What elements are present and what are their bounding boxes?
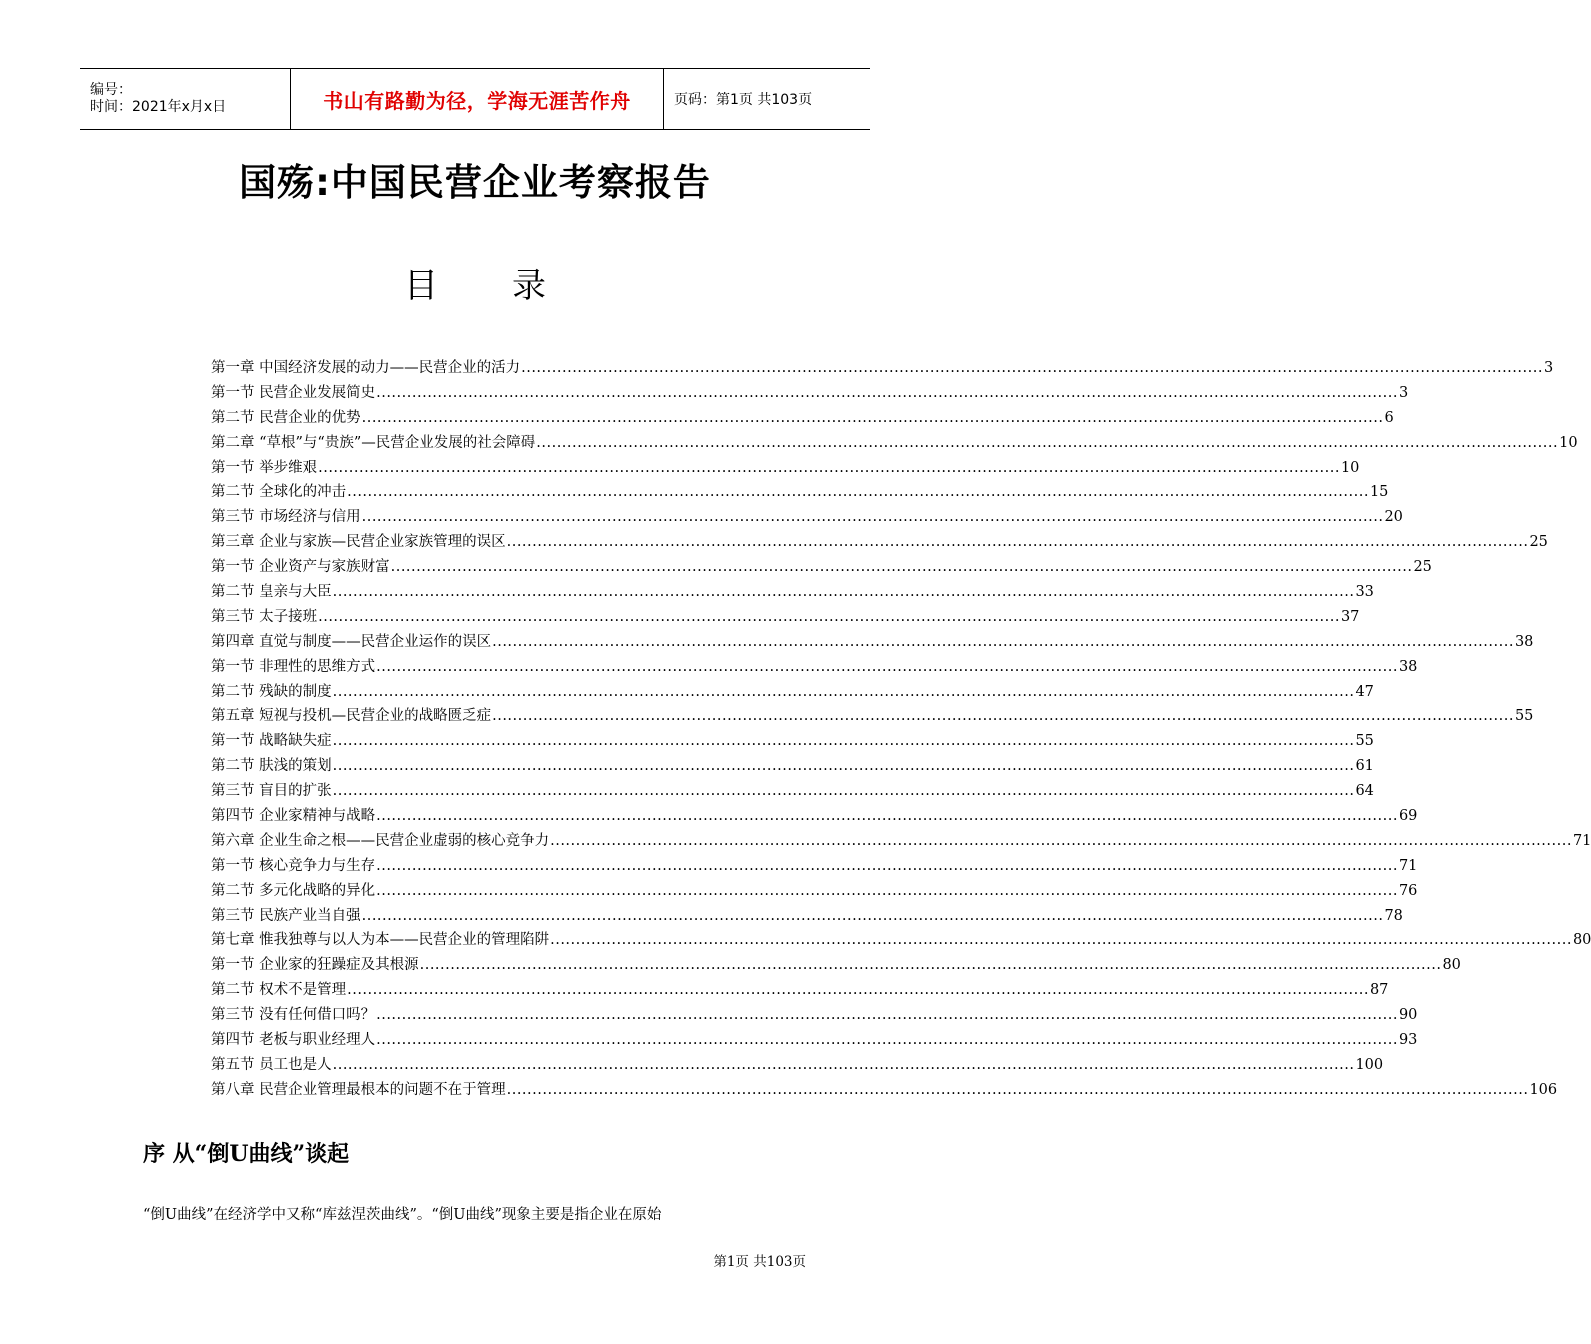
toc-entry[interactable] (211, 580, 1374, 605)
toc-leader-dots: ........................................................................................................................................................................................................ (492, 633, 1514, 650)
toc-entry-page: 33 (1355, 584, 1374, 601)
toc-entry-label: 第三节 盲目的扩张 (211, 783, 332, 800)
toc-entry-page: 78 (1384, 907, 1403, 924)
toc-entry-label: 第三节 太子接班 (211, 608, 318, 625)
toc-entry[interactable] (211, 704, 1534, 729)
toc-entry-label: 第一节 核心竞争力与生存 (211, 857, 376, 874)
toc-entry[interactable] (211, 431, 1578, 456)
toc-entry[interactable] (211, 829, 1591, 854)
toc-entry-page: 38 (1398, 658, 1418, 675)
toc-leader-dots: ........................................................................................................................................................................................................ (332, 1056, 1355, 1073)
toc-leader-dots: ........................................................................................................................................................................................................ (550, 832, 1572, 849)
toc-leader-dots: ........................................................................................................................................................................................................ (332, 584, 1355, 601)
toc-entry-page: 20 (1384, 509, 1403, 526)
toc-leader-dots: ........................................................................................................................................................................................................ (347, 982, 1369, 999)
toc-entry[interactable] (211, 456, 1360, 481)
toc-entry-label: 第一节 举步维艰 (211, 459, 318, 476)
toc-entry[interactable] (211, 904, 1403, 929)
toc-leader-dots: ........................................................................................................................................................................................................ (376, 882, 1398, 899)
toc-entry-page: 71 (1572, 832, 1591, 849)
toc-entry[interactable] (211, 505, 1403, 530)
table-of-contents (211, 356, 1591, 1103)
toc-entry[interactable] (211, 1053, 1384, 1078)
toc-entry-page: 25 (1413, 559, 1432, 576)
toc-entry[interactable] (211, 381, 1409, 406)
toc-leader-dots: ........................................................................................................................................................................................................ (506, 534, 1529, 551)
toc-leader-dots: ........................................................................................................................................................................................................ (332, 733, 1355, 750)
toc-entry-page: 47 (1355, 683, 1374, 700)
page-label: 页码：第1页 共103页 (674, 92, 813, 108)
toc-leader-dots: ........................................................................................................................................................................................................ (376, 808, 1398, 825)
page-header (80, 68, 870, 130)
toc-entry-page: 38 (1514, 633, 1534, 650)
toc-leader-dots: ........................................................................................................................................................................................................ (521, 360, 1543, 376)
toc-entry-page: 37 (1340, 608, 1360, 625)
toc-leader-dots: ........................................................................................................................................................................................................ (550, 932, 1572, 949)
toc-entry-label: 第三节 市场经济与信用 (211, 509, 361, 526)
toc-entry-page: 76 (1398, 882, 1418, 899)
toc-leader-dots: ........................................................................................................................................................................................................ (492, 708, 1514, 725)
toc-entry-page: 90 (1398, 1007, 1418, 1024)
toc-entry[interactable] (211, 1078, 1558, 1103)
toc-entry-page: 25 (1529, 534, 1548, 551)
toc-entry[interactable] (211, 879, 1418, 904)
toc-leader-dots: ........................................................................................................................................................................................................ (506, 1081, 1529, 1098)
toc-entry-label: 第五章 短视与投机—民营企业的战略匮乏症 (211, 708, 492, 725)
toc-leader-dots: ........................................................................................................................................................................................................ (318, 459, 1340, 476)
toc-entry-label: 第二节 全球化的冲击 (211, 484, 347, 501)
toc-entry-page: 100 (1355, 1056, 1384, 1073)
toc-leader-dots: ........................................................................................................................................................................................................ (332, 783, 1355, 800)
toc-leader-dots: ........................................................................................................................................................................................................ (536, 434, 1559, 451)
toc-entry-page: 55 (1514, 708, 1534, 725)
toc-entry[interactable] (211, 804, 1418, 829)
toc-entry[interactable] (211, 779, 1374, 804)
toc-leader-dots: ........................................................................................................................................................................................................ (361, 409, 1384, 426)
toc-leader-dots: ........................................................................................................................................................................................................ (390, 559, 1413, 576)
toc-entry-label: 第一节 战略缺失症 (211, 733, 332, 750)
toc-leader-dots: ........................................................................................................................................................................................................ (376, 1007, 1398, 1024)
toc-entry-page: 106 (1529, 1081, 1558, 1098)
toc-leader-dots: ........................................................................................................................................................................................................ (332, 758, 1355, 775)
toc-entry[interactable] (211, 1028, 1418, 1053)
toc-entry-label: 第七章 惟我独尊与以人为本——民营企业的管理陷阱 (211, 932, 550, 949)
toc-entry-label: 第六章 企业生命之根——民营企业虚弱的核心竞争力 (211, 832, 550, 849)
toc-entry-page: 61 (1355, 758, 1374, 775)
toc-entry[interactable] (211, 356, 1554, 381)
toc-entry-page: 10 (1559, 434, 1578, 451)
toc-entry-page: 3 (1543, 360, 1554, 376)
toc-entry-page: 71 (1398, 857, 1418, 874)
toc-entry[interactable] (211, 530, 1548, 555)
body-paragraph: “倒U曲线”在经济学中又称“库兹涅茨曲线”。“倒U曲线”现象主要是指企业在原始 (143, 1207, 662, 1223)
toc-entry-page: 3 (1398, 384, 1409, 401)
toc-leader-dots: ........................................................................................................................................................................................................ (361, 907, 1384, 924)
toc-entry-label: 第四节 企业家精神与战略 (211, 808, 376, 825)
toc-entry-label: 第一节 企业家的狂躁症及其根源 (211, 957, 419, 974)
toc-heading-char-2: 录 (512, 266, 546, 306)
time-label: 时间：2021年x月x日 (90, 99, 227, 115)
toc-entry-label: 第三章 企业与家族—民营企业家族管理的误区 (211, 534, 506, 551)
toc-entry-label: 第二章 “草根”与“贵族”—民营企业发展的社会障碍 (211, 434, 536, 451)
toc-heading (0, 258, 950, 307)
toc-entry-page: 15 (1369, 484, 1389, 501)
toc-entry-label: 第一章 中国经济发展的动力——民营企业的活力 (211, 360, 521, 376)
toc-entry[interactable] (211, 655, 1418, 680)
toc-entry-label: 第二节 权术不是管理 (211, 982, 347, 999)
toc-leader-dots: ........................................................................................................................................................................................................ (361, 509, 1384, 526)
toc-entry-label: 第二节 皇亲与大臣 (211, 584, 332, 601)
toc-entry[interactable] (211, 406, 1394, 431)
toc-entry-label: 第五节 员工也是人 (211, 1056, 332, 1073)
toc-entry[interactable] (211, 630, 1534, 655)
page-footer: 第1页 共103页 (713, 1254, 806, 1270)
toc-entry-label: 第一节 非理性的思维方式 (211, 658, 376, 675)
toc-heading-char-1: 目 (404, 266, 438, 306)
header-motto-cell (291, 69, 664, 129)
toc-leader-dots: ........................................................................................................................................................................................................ (376, 384, 1398, 401)
toc-entry-page: 6 (1384, 409, 1394, 426)
toc-entry-page: 55 (1355, 733, 1374, 750)
toc-entry-label: 第二节 民营企业的优势 (211, 409, 361, 426)
toc-entry-page: 87 (1369, 982, 1389, 999)
toc-entry[interactable] (211, 953, 1461, 978)
toc-leader-dots: ........................................................................................................................................................................................................ (318, 608, 1340, 625)
header-page-cell (664, 69, 870, 129)
toc-entry-label: 第二节 肤浅的策划 (211, 758, 332, 775)
toc-entry[interactable] (211, 754, 1374, 779)
toc-entry-label: 第一节 企业资产与家族财富 (211, 559, 390, 576)
toc-entry[interactable] (211, 480, 1389, 505)
toc-entry[interactable] (211, 978, 1389, 1003)
number-label: 编号： (90, 82, 132, 98)
toc-entry-label: 第一节 民营企业发展简史 (211, 384, 376, 401)
toc-entry-label: 第三节 没有任何借口吗？ (211, 1007, 376, 1024)
toc-entry-label: 第四节 老板与职业经理人 (211, 1032, 376, 1049)
toc-entry[interactable] (211, 928, 1591, 953)
document-title: 国殇:中国民营企业考察报告 (239, 161, 711, 204)
toc-leader-dots: ........................................................................................................................................................................................................ (376, 658, 1398, 675)
toc-entry-page: 64 (1355, 783, 1374, 800)
toc-leader-dots: ........................................................................................................................................................................................................ (376, 857, 1398, 874)
toc-entry-page: 10 (1340, 459, 1360, 476)
toc-leader-dots: ........................................................................................................................................................................................................ (347, 484, 1369, 501)
toc-entry-label: 第二节 多元化战略的异化 (211, 882, 376, 899)
motto: 书山有路勤为径，学海无涯苦作舟 (323, 88, 631, 113)
toc-leader-dots: ........................................................................................................................................................................................................ (332, 683, 1355, 700)
toc-entry[interactable] (211, 680, 1374, 705)
toc-entry-label: 第八章 民营企业管理最根本的问题不在于管理 (211, 1081, 506, 1098)
toc-entry-label: 第二节 残缺的制度 (211, 683, 332, 700)
toc-entry-page: 80 (1442, 957, 1461, 974)
toc-entry-page: 93 (1398, 1032, 1418, 1049)
toc-entry-page: 69 (1398, 808, 1418, 825)
toc-entry-page: 80 (1572, 932, 1591, 949)
toc-entry[interactable] (211, 729, 1374, 754)
toc-entry[interactable] (211, 1003, 1418, 1028)
toc-entry[interactable] (211, 605, 1360, 630)
toc-leader-dots: ........................................................................................................................................................................................................ (419, 957, 1442, 974)
toc-entry-label: 第四章 直觉与制度——民营企业运作的误区 (211, 633, 492, 650)
toc-entry-label: 第三节 民族产业当自强 (211, 907, 361, 924)
section-title: 序 从“倒U曲线”谈起 (143, 1141, 350, 1167)
toc-entry[interactable] (211, 555, 1432, 580)
toc-entry[interactable] (211, 854, 1418, 879)
header-meta (80, 69, 291, 129)
toc-leader-dots: ........................................................................................................................................................................................................ (376, 1032, 1398, 1049)
